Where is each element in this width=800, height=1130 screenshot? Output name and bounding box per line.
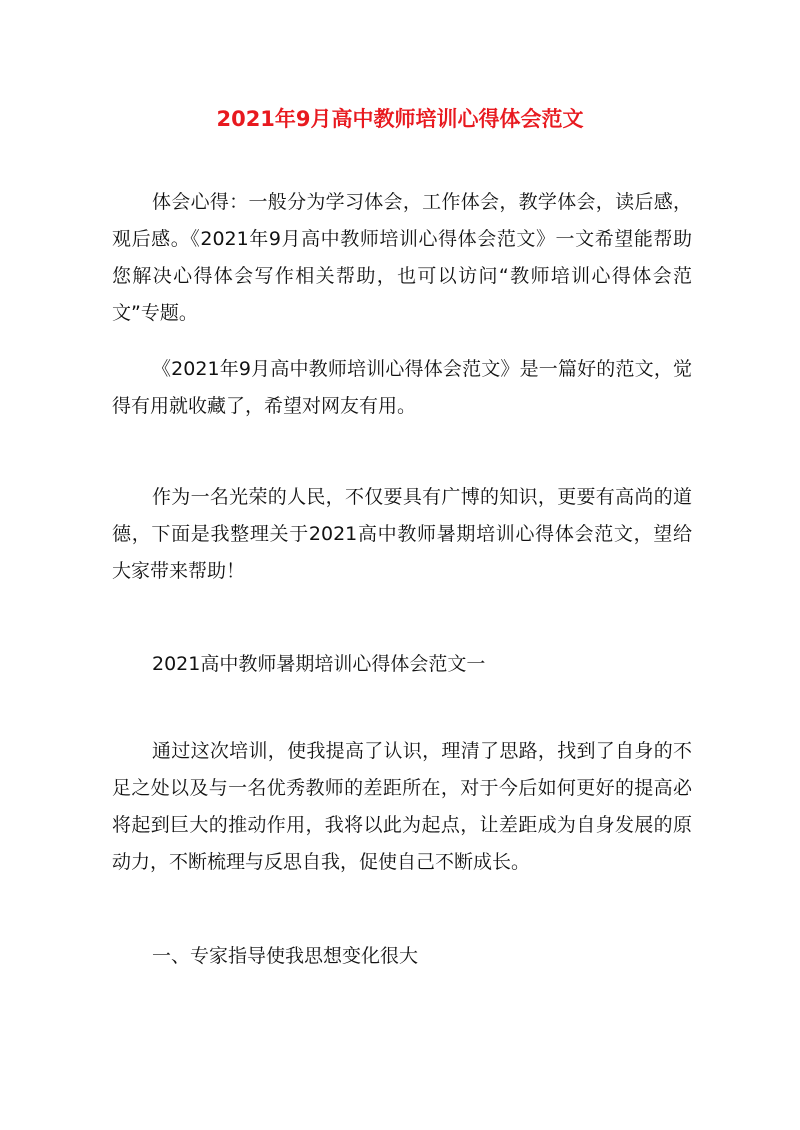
paragraph-preface: 作为一名光荣的人民，不仅要具有广博的知识，更要有高尚的道德，下面是我整理关于2021高中教师暑期培训心得体会范文，望给大家带来帮助！ bbox=[112, 486, 692, 582]
paragraph-intro: 体会心得：一般分为学习体会，工作体会，教学体会，读后感，观后感。《2021年9月高中教师培训心得体会范文》一文希望能帮助您解决心得体会写作相关帮助，也可以访问“教师培训心得体会范文”专题。 bbox=[112, 191, 692, 324]
paragraph-note: 《2021年9月高中教师培训心得体会范文》是一篇好的范文，觉得有用就收藏了，希望对网友有用。 bbox=[112, 358, 692, 417]
paragraph-body: 通过这次培训，使我提高了认识，理清了思路，找到了自身的不足之处以及与一名优秀教师的差距所在，对于今后如何更好的提高必将起到巨大的推动作用，我将以此为起点，让差距成为自身发展的原动力，不断梳理与反思自我，促使自己不断成长。 bbox=[112, 740, 692, 873]
section-heading-one: 一、专家指导使我思想变化很大 bbox=[152, 945, 419, 967]
section-heading-essay-one: 2021高中教师暑期培训心得体会范文一 bbox=[152, 653, 486, 675]
document-title: 2021年9月高中教师培训心得体会范文 bbox=[216, 107, 584, 131]
